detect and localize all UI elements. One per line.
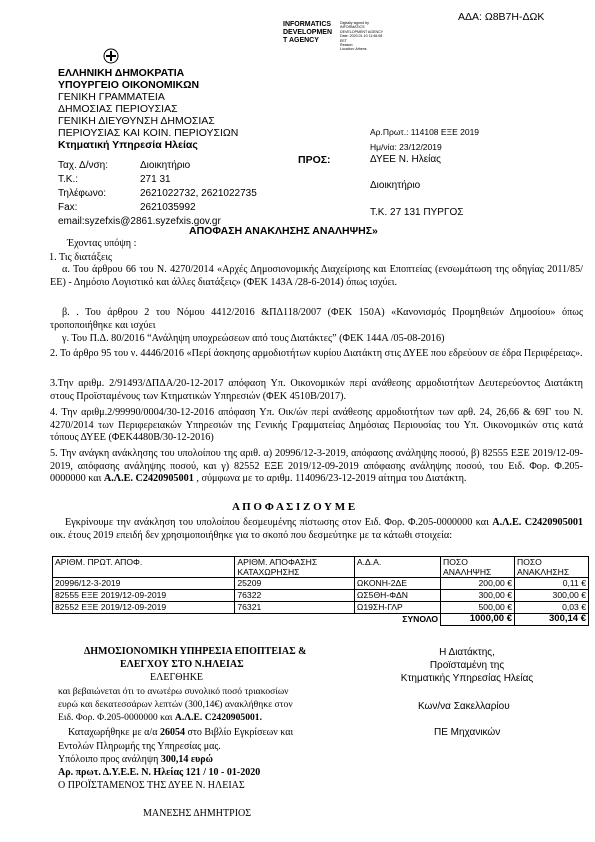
table-row: 82552 ΕΞΕ 2019/12-09-2019 76321 Ω19ΣΗ-ΓΛΡ 500,00 € 0,03 € (53, 602, 589, 614)
registration-line: Εντολών Πληρωμής της Υπηρεσίας μας. (58, 741, 221, 752)
verification-line: Ειδ. Φορ. Φ.205-0000000 και Α.Λ.Ε. C2420905001. (58, 712, 262, 723)
verification-line: και βεβαιώνεται ότι το ανωτέρω συνολικό ποσό τριακοσίων (58, 686, 289, 697)
greek-emblem-icon (103, 48, 119, 69)
decision-text: Εγκρίνουμε την ανάκληση του υπολοίπου δεσμευμένης πίστωσης στον Ειδ. Φορ. Φ.205-0000000 και Α.Λ.Ε. C2420905001 οικ. έτους 2019 επειδή δεν χρησιμοποιήθηκε για το σκοπό που δεσμεύτηκε με τα κάτωθι στοιχεία: (50, 517, 584, 541)
protocol-number: Αρ.Πρωτ.: 114108 ΕΞΕ 2019 (370, 127, 480, 137)
column-header: Α.Δ.Α. (354, 557, 440, 578)
header-line: ΥΠΟΥΡΓΕΙΟ ΟΙΚΟΝΟΜΙΚΩΝ (58, 79, 200, 91)
paragraph-3: 3.Την αριθμ. 2/91493/ΔΠΔΑ/20-12-2017 απόφαση Υπ. Οικονομικών περί ανάθεσης αρμοδιοτήτων Δευτερεύοντος Διατάκτη στους Προϊσταμένους των Κτηματικών Υπηρεσιών (ΦΕΚ 4510Β/2017). (50, 378, 583, 402)
total-analipsis: 1000,00 € (441, 614, 515, 626)
total-label: ΣΥΝΟΛΟ (235, 614, 441, 626)
column-header: ΑΡΙΘΜ. ΠΡΩΤ. ΑΠΟΦ. (53, 557, 235, 578)
ale-code: Α.Λ.Ε. C2420905001 (103, 473, 194, 484)
signatory-office: Κτηματικής Υπηρεσίας Ηλείας (400, 673, 534, 684)
total-anaklisis: 300,14 € (514, 614, 588, 626)
contact-value: 271 31 (140, 174, 171, 185)
digital-signature-stamp: Digitally signed by INFORMATICS DEVELOPMENT AGENCY Date: 2020.01.10 11:46:08 EET Reason: Location: Athens (340, 21, 384, 52)
table-header-row (53, 557, 589, 578)
contact-label: Τηλέφωνο: (58, 188, 107, 199)
table-row: 20996/12-3-2019 25209 ΩΚΟΝΗ-2ΔΕ 200,00 € 0,11 € (53, 578, 589, 590)
email-address: email:syzefxis@2861.syzefxis.gov.gr (58, 216, 221, 227)
header-line: ΔΗΜΟΣΙΑΣ ΠΕΡΙΟΥΣΙΑΣ (58, 103, 178, 115)
signatory-rank: ΠΕ Μηχανικών (434, 727, 501, 738)
signatory-name: Κων/να Σακελλαρίου (418, 701, 510, 712)
remaining-amount: 300,14 ευρώ (160, 754, 213, 765)
paragraph-4: 4. Την αριθμ.2/99990/0004/30-12-2016 απόφαση Υπ. Οικ/ών περί ανάθεσης αρμοδιοτήτων των αρθ. 24, 26,66 & 69Γ του Ν. 4270/2014 των Περιφερειακών Υπηρεσιών της Γενικής Γραμματείας Δημόσιας Περιουσίας του Υπ. Οικονομικών στις κατά τόπους ΔΥΕΕ (ΦΕΚ4480Β/30-12-2016) (50, 407, 583, 443)
header-line: ΓΕΝΙΚΗ ΔΙΕΥΘΥΝΣΗ ΔΗΜΟΣΙΑΣ (58, 115, 215, 127)
document-date: Ημ/νία: 23/12/2019 (370, 142, 442, 152)
remaining-line: Υπόλοιπο προς ανάληψη 300,14 ευρώ (58, 754, 213, 765)
verifier-heading-1: ΔΗΜΟΣΙΟΝΟΜΙΚΗ ΥΠΗΡΕΣΙΑ ΕΠΟΠΤΕΙΑΣ & (84, 646, 307, 657)
paragraph-1c: γ. Του Π.Δ. 80/2016 “Ανάληψη υποχρεώσεων από τους Διατάκτες” (ΦΕΚ 144Α /05-08-2016) (62, 333, 445, 344)
signatory-role: Η Διατάκτης, (439, 647, 495, 658)
logo-line: DEVELOPMEN (283, 29, 333, 36)
withdrawal-table (52, 556, 589, 626)
column-header: ΠΟΣΟ ΑΝΑΚΛΗΣΗΣ (514, 557, 588, 578)
table-total-row (53, 614, 589, 626)
ale-code: Α.Λ.Ε. C2420905001 (492, 517, 584, 528)
contact-block (58, 159, 257, 229)
table-row: 82555 ΕΞΕ 2019/12-09-2019 76322 ΩΣ5ΘΗ-ΦΔΝ 300,00 € 300,00 € (53, 590, 589, 602)
logo-line: INFORMATICS (283, 21, 332, 28)
verifier-heading-2: ΕΛΕΓΧΟΥ ΣΤΟ Ν.ΗΛΕΙΑΣ (120, 659, 244, 670)
verification-line: ευρώ και δεκατεσσάρων λεπτών (300,14€) ανακλήθηκε στον (58, 699, 293, 710)
paragraph-5: 5. Την ανάγκη ανάκλησης του υπολοίπου της αριθ. α) 20996/12-3-2019, απόφασης ανάληψης ποσού, β) 82555 ΕΞΕ 2019/12-09-2019, απόφασης ανάληψης ποσού, και γ) 82552 ΕΞΕ 2019/12-09-2019 απόφασης ανάληψης ποσού, του Ειδ. Φορ. Φ.205-0000000 και Α.Λ.Ε. C2420905001 , σύμφωνα με το αριθμ. 114096/23-12-2019 αίτημα του Διατάκτη. (50, 448, 583, 484)
ada-code: ΑΔΑ: Ω8Β7Η-ΔΩΚ (458, 11, 545, 23)
header-line: ΠΕΡΙΟΥΣΙΑΣ ΚΑΙ ΚΟΙΝ. ΠΕΡΙΟΥΣΙΩΝ (58, 127, 239, 139)
header-line: ΓΕΝΙΚΗ ΓΡΑΜΜΑΤΕΙΑ (58, 91, 165, 103)
signatory-block (372, 646, 562, 685)
recipient-address: Διοικητήριο (370, 180, 421, 191)
paragraph-1a: α. Του άρθρου 66 του Ν. 4270/2014 «Αρχές Δημοσιονομικής Διαχείρισης και Εποπτείας (ενσωμάτωση της οδηγίας 2011/85/ΕΕ) - Δημόσιο Λογιστικό και άλλες διατάξεις» (ΦΕΚ 143Α /28-6-2014) όπως ισχύει. (50, 264, 583, 288)
paragraph-1b: β. . Του άρθρου 2 του Νόμου 4412/2016 &ΠΔ118/2007 (ΦΕΚ 150Α) «Κανονισμός Προμηθειών Δημοσίου» όπως τροποποιήθηκε και ισχύει (50, 307, 583, 331)
contact-label: Τ.Κ.: (58, 174, 79, 185)
checked-label: ΕΛΕΓΘΗΚΕ (150, 672, 204, 683)
contact-label: Fax: (58, 202, 78, 213)
column-header: ΑΡΙΘΜ. ΑΠΟΦΑΣΗΣ ΚΑΤΑΧΩΡΗΣΗΣ (235, 557, 355, 578)
document-title: ΑΠΟΦΑΣΗ ΑΝΑΚΛΗΣΗΣ ΑΝΑΛΗΨΗΣ» (189, 225, 378, 237)
dyee-head-name: ΜΑΝΕΣΗΣ ΔΗΜΗΤΡΙΟΣ (143, 808, 252, 819)
recipient-label: ΠΡΟΣ: (298, 154, 331, 166)
dyee-protocol: Αρ. πρωτ. Δ.Υ.Ε.Ε. Ν. Ηλείας 121 / 10 - 01-2020 (58, 767, 261, 778)
signatory-role: Προϊσταμένη της (429, 660, 505, 671)
contact-value: Διοικητήριο (140, 160, 191, 171)
dyee-head-title: Ο ΠΡΟΪΣΤΑΜΕΝΟΣ ΤΗΣ ΔΥΕΕ Ν. ΗΛΕΙΑΣ (58, 780, 245, 791)
decision-heading: Α Π Ο Φ Α Σ Ι Ζ Ο Υ Μ Ε (232, 501, 356, 513)
registration-number: 26054 (159, 727, 185, 738)
column-header: ΠΟΣΟ ΑΝΑΛΗΨΗΣ (441, 557, 515, 578)
paragraph-2: 2. Το άρθρο 95 του ν. 4446/2016 «Περί άσκησης αρμοδιοτήτων κυρίου Διατάκτη στις ΔΥΕΕ που εδρεύουν σε έδρα Περιφέρειας». (50, 348, 583, 359)
paragraph-1: 1. Τις διατάξεις (49, 252, 113, 263)
issuer-header (58, 67, 238, 151)
agency-logo (283, 21, 332, 45)
recipient-name: ΔΥΕΕ Ν. Ηλείας (370, 154, 442, 165)
header-line: ΕΛΛΗΝΙΚΗ ΔΗΜΟΚΡΑΤΙΑ (58, 67, 185, 79)
contact-value: 2621035992 (140, 202, 196, 213)
recipient-postcode: Τ.Κ. 27 131 ΠΥΡΓΟΣ (370, 207, 464, 218)
logo-line: T AGENCY (283, 37, 319, 44)
having-regard: Έχοντας υπόψη : (67, 238, 137, 249)
ale-code: Α.Λ.Ε. C2420905001. (174, 712, 262, 723)
contact-value: 2621022732, 2621022735 (140, 188, 257, 199)
office-name: Κτηματική Υπηρεσία Ηλείας (58, 139, 198, 151)
registration-line: Καταχωρήθηκε με α/α 26054 στο Βιβλίο Εγκρίσεων και (68, 727, 294, 738)
contact-label: Ταχ. Δ/νση: (58, 160, 109, 171)
